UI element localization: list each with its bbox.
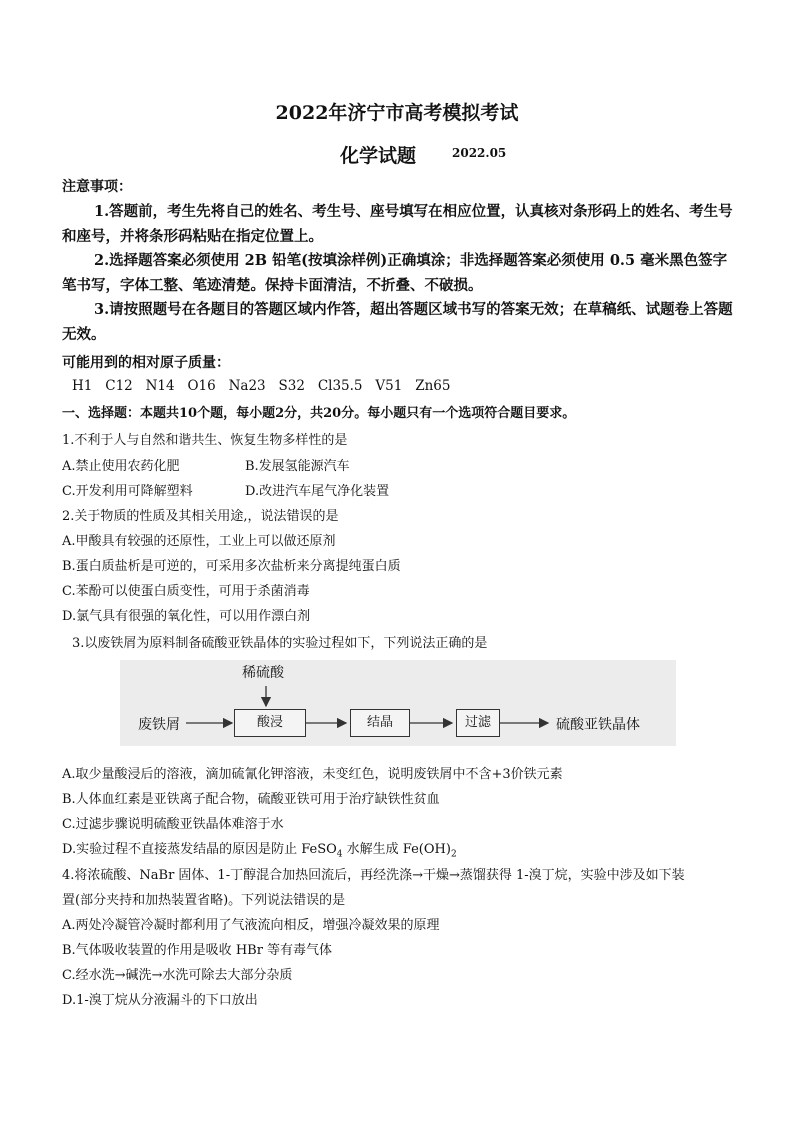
q2-option-c: C.苯酚可以使蛋白质变性，可用于杀菌消毒 [62, 584, 310, 599]
q4-option-a: A.两处冷凝管冷凝时都利用了气液流向相反，增强冷凝效果的原理 [62, 918, 440, 933]
flow-step-acid-leach: 酸浸 [234, 709, 306, 737]
q4-option-b: B.气体吸收装置的作用是吸收 HBr 等有毒气体 [62, 943, 333, 958]
notice-item-2: 2.选择题答案必须使用 2B 铅笔(按填涂样例)正确填涂；非选择题答案必须使用 0.5 毫米黑色签字笔书写，字体工整、笔迹清楚。保持卡面清洁，不折叠、不破损。 [62, 252, 728, 294]
notice-heading: 注意事项： [62, 179, 132, 195]
exam-date: 2022.05 [452, 146, 507, 160]
q1-stem: 1.不利于人与自然和谐共生、恢复生物多样性的是 [62, 433, 348, 448]
atomic-mass-values: H1 C12 N14 O16 Na23 S32 Cl35.5 V51 Zn65 [72, 378, 451, 394]
q2-option-b: B.蛋白质盐析是可逆的，可采用多次盐析来分离提纯蛋白质 [62, 559, 401, 574]
q4-stem-line1: 4.将浓硫酸、NaBr 固体、1-丁醇混合加热回流后，再经洗涤→干燥→蒸馏获得 1-溴丁烷，实验中涉及如下装 [62, 868, 685, 883]
q1-option-a: A.禁止使用农药化肥 [62, 459, 180, 474]
q3-option-a: A.取少量酸浸后的溶液，滴加硫氰化钾溶液，未变红色，说明废铁屑中不含+3价铁元素 [62, 767, 563, 782]
q2-stem: 2.关于物质的性质及其相关用途,，说法错误的是 [62, 509, 339, 524]
flow-product-label: 硫酸亚铁晶体 [556, 717, 640, 733]
q3-stem: 3.以废铁屑为原料制备硫酸亚铁晶体的实验过程如下，下列说法正确的是 [72, 636, 488, 651]
exam-title: 2022年济宁市高考模拟考试 [275, 102, 519, 124]
subject-title: 化学试题 [340, 145, 417, 167]
flow-reagent-label: 稀硫酸 [242, 665, 284, 681]
q1-option-b: B.发展氢能源汽车 [245, 459, 350, 474]
q2-option-d: D.氯气具有很强的氧化性，可以用作漂白剂 [62, 609, 311, 624]
q2-option-a: A.甲酸具有较强的还原性，工业上可以做还原剂 [62, 534, 336, 549]
q3-option-b: B.人体血红素是亚铁离子配合物，硫酸亚铁可用于治疗缺铁性贫血 [62, 792, 440, 807]
q4-option-d: D.1-溴丁烷从分液漏斗的下口放出 [62, 993, 258, 1008]
atomic-mass-heading: 可能用到的相对原子质量： [62, 355, 230, 371]
q4-option-c: C.经水洗→碱洗→水洗可除去大部分杂质 [62, 968, 293, 983]
q3-option-c: C.过滤步骤说明硫酸亚铁晶体难溶于水 [62, 817, 284, 832]
notice-item-1: 1.答题前，考生先将自己的姓名、考生号、座号填写在相应位置，认真核对条形码上的姓名、考生号和座号，并将条形码粘贴在指定位置上。 [62, 203, 733, 245]
q1-option-d: D.改进汽车尾气净化装置 [245, 484, 390, 499]
notice-item-3: 3.请按照题号在各题目的答题区域内作答，超出答题区域书写的答案无效；在草稿纸、试题卷上答题无效。 [62, 301, 733, 343]
section-heading: 一、选择题：本题共10个题，每小题2分，共20分。每小题只有一个选项符合题目要求。 [62, 406, 576, 421]
flow-step-filter: 过滤 [456, 709, 500, 737]
flow-step-crystallize: 结晶 [350, 709, 410, 737]
q1-option-c: C.开发利用可降解塑料 [62, 484, 193, 499]
flow-input-label: 废铁屑 [138, 717, 180, 733]
q3-option-d: D.实验过程不直接蒸发结晶的原因是防止 FeSO$_4$ 水解生成 $Fe(OH)_2$ [62, 842, 457, 860]
q4-stem-line2: 置(部分夹持和加热装置省略)。下列说法错误的是 [62, 893, 346, 908]
q3-flow-diagram [120, 660, 676, 746]
